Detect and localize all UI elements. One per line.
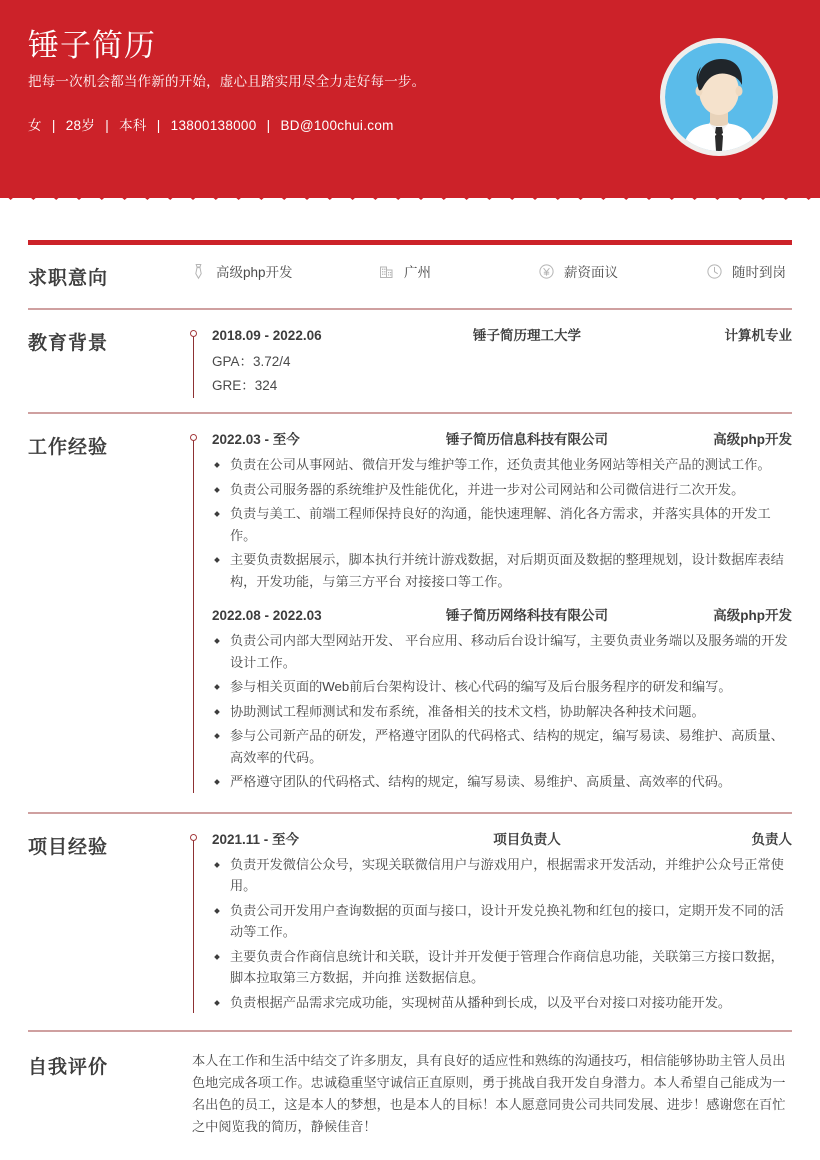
work-entry — [212, 430, 792, 592]
resume-content — [0, 240, 820, 1156]
education-details — [212, 346, 792, 398]
section-education — [28, 310, 792, 412]
resume-header — [0, 0, 820, 198]
header-text-block — [28, 26, 588, 136]
yen-circle-icon — [538, 263, 555, 280]
work-company: 锤子简历网络科技有限公司 — [446, 608, 608, 623]
section-project-experience — [28, 814, 792, 1031]
list-item: 负责开发微信公众号，实现关联微信用户与游戏用户，根据需求开发活动，并维护公众号正常使用。 — [212, 854, 792, 897]
intent-position-text: 高级php开发 — [216, 265, 293, 280]
zigzag-divider — [0, 190, 820, 200]
intent-item-position — [190, 261, 378, 281]
education-gre: GRE：324 — [212, 378, 278, 393]
contact-separator: | — [105, 118, 110, 133]
project-date: 2021.11 - 至今 — [212, 831, 300, 847]
list-item: 负责根据产品需求完成功能，实现树苗从播种到长成，以及平台对接口对接功能开发。 — [212, 992, 792, 1014]
contact-education: 本科 — [119, 118, 147, 133]
section-label-project-experience: 项目经验 — [28, 836, 109, 858]
project-role: 负责人 — [751, 831, 792, 847]
clock-icon — [706, 263, 723, 280]
timeline-dot — [190, 330, 197, 337]
project-entry-head — [212, 830, 792, 850]
intent-availability-text: 随时到岗 — [732, 265, 786, 280]
project-bullets — [212, 854, 792, 1014]
section-label-work-experience: 工作经验 — [28, 437, 109, 458]
education-major: 计算机专业 — [724, 328, 792, 343]
list-item: 负责公司服务器的系统维护及性能优化，并进一步对公司网站和公司微信进行二次开发。 — [212, 479, 792, 501]
work-date: 2022.03 - 至今 — [212, 432, 300, 447]
timeline-dot — [190, 434, 197, 441]
list-item: 参与公司新产品的研发，严格遵守团队的代码格式、结构的规定，编写易读、易维护、高质量、高效率的代码。 — [212, 725, 792, 768]
education-gpa: GPA：3.72/4 — [212, 354, 291, 369]
work-entry — [212, 606, 792, 793]
section-work-experience — [28, 414, 792, 812]
section-self-evaluation — [28, 1032, 792, 1156]
job-intention-body — [190, 261, 792, 281]
project-name: 项目负责人 — [493, 831, 561, 847]
list-item: 负责公司内部大型网站开发、 平台应用、移动后台设计编写，主要负责业务端以及服务端的开发设计工作。 — [212, 630, 792, 673]
building-icon — [378, 263, 395, 280]
contact-email: BD@100chui.com — [280, 118, 394, 133]
work-entry-head — [212, 606, 792, 626]
work-date: 2022.08 - 2022.03 — [212, 608, 322, 623]
intent-location-text: 广州 — [404, 265, 431, 280]
education-timeline — [190, 326, 792, 398]
work-role: 高级php开发 — [713, 432, 792, 447]
contact-separator: | — [156, 118, 161, 133]
timeline-line — [193, 333, 194, 398]
work-timeline — [190, 430, 792, 793]
education-date: 2018.09 - 2022.06 — [212, 328, 322, 343]
contact-separator: | — [51, 118, 56, 133]
education-entry — [212, 326, 792, 398]
list-item: 主要负责合作商信息统计和关联，设计并开发便于管理合作商信息功能，关联第三方接口数据，脚本拉取第三方数据，并向推 送数据信息。 — [212, 946, 792, 989]
intent-item-availability — [706, 261, 786, 281]
list-item: 协助测试工程师测试和发布系统，准备相关的技术文档，协助解决各种技术问题。 — [212, 701, 792, 723]
work-company: 锤子简历信息科技有限公司 — [446, 432, 608, 447]
education-school: 锤子简历理工大学 — [473, 328, 581, 343]
list-item: 参与相关页面的Web前后台架构设计、核心代码的编写及后台服务程序的研发和编写。 — [212, 676, 792, 698]
avatar — [660, 38, 778, 156]
work-bullets — [212, 454, 792, 592]
project-experience-body — [190, 830, 792, 1017]
contact-gender: 女 — [28, 118, 42, 133]
section-job-intention — [28, 245, 792, 308]
section-label-education: 教育背景 — [28, 333, 109, 354]
list-item: 负责与美工、前端工程师保持良好的沟通，能快速理解、消化各方需求，并落实具体的开发工作。 — [212, 503, 792, 546]
job-intention-row — [190, 261, 792, 281]
timeline-dot — [190, 834, 197, 841]
work-bullets — [212, 630, 792, 793]
timeline-line — [193, 437, 194, 793]
list-item: 负责公司开发用户查询数据的页面与接口，设计开发兑换礼物和红包的接口，定期开发不同的活动等工作。 — [212, 900, 792, 943]
necktie-icon — [190, 263, 207, 280]
education-entry-head — [212, 326, 792, 346]
work-experience-body — [190, 430, 792, 796]
project-entry — [212, 830, 792, 1014]
list-item: 严格遵守团队的代码格式、结构的规定，编写易读、易维护、高质量、高效率的代码。 — [212, 771, 792, 793]
page-title: 锤子简历 — [28, 28, 156, 63]
list-item: 主要负责数据展示，脚本执行并统计游戏数据，对后期页面及数据的整理规划，设计数据库表结构，开发功能，与第三方平台 对接接口等工作。 — [212, 549, 792, 592]
work-entry-head — [212, 430, 792, 450]
contact-separator: | — [266, 118, 271, 133]
education-body — [190, 326, 792, 398]
avatar-portrait-icon — [665, 43, 773, 151]
contact-phone: 13800138000 — [170, 118, 257, 133]
header-tagline: 把每一次机会都当作新的开始，虚心且踏实用尽全力走好每一步。 — [28, 74, 426, 89]
contact-info — [28, 116, 588, 136]
work-role: 高级php开发 — [713, 608, 792, 623]
self-evaluation-text: 本人在工作和生活中结交了许多朋友，具有良好的适应性和熟练的沟通技巧，相信能够协助主管人员出色地完成各项工作。忠诚稳重坚守诚信正直原则，勇于挑战自我开发自身潜力。本人希望自己能成为一名出色的员工，这是本人的梦想，也是本人的目标！本人愿意同贵公司共同发展、进步！感谢您在百忙之中阅览我的简历，静候佳音！ — [192, 1053, 786, 1134]
list-item: 负责在公司从事网站、微信开发与维护等工作，还负责其他业务网站等相关产品的测试工作。 — [212, 454, 792, 476]
timeline-line — [193, 837, 194, 1014]
intent-item-salary — [538, 261, 706, 281]
project-timeline — [190, 830, 792, 1014]
intent-item-location — [378, 261, 538, 281]
section-label-job-intention: 求职意向 — [28, 268, 109, 289]
section-label-self-evaluation: 自我评价 — [28, 1057, 109, 1078]
contact-age: 28岁 — [65, 118, 96, 133]
intent-salary-text: 薪资面议 — [564, 265, 618, 280]
self-evaluation-body — [190, 1050, 792, 1138]
